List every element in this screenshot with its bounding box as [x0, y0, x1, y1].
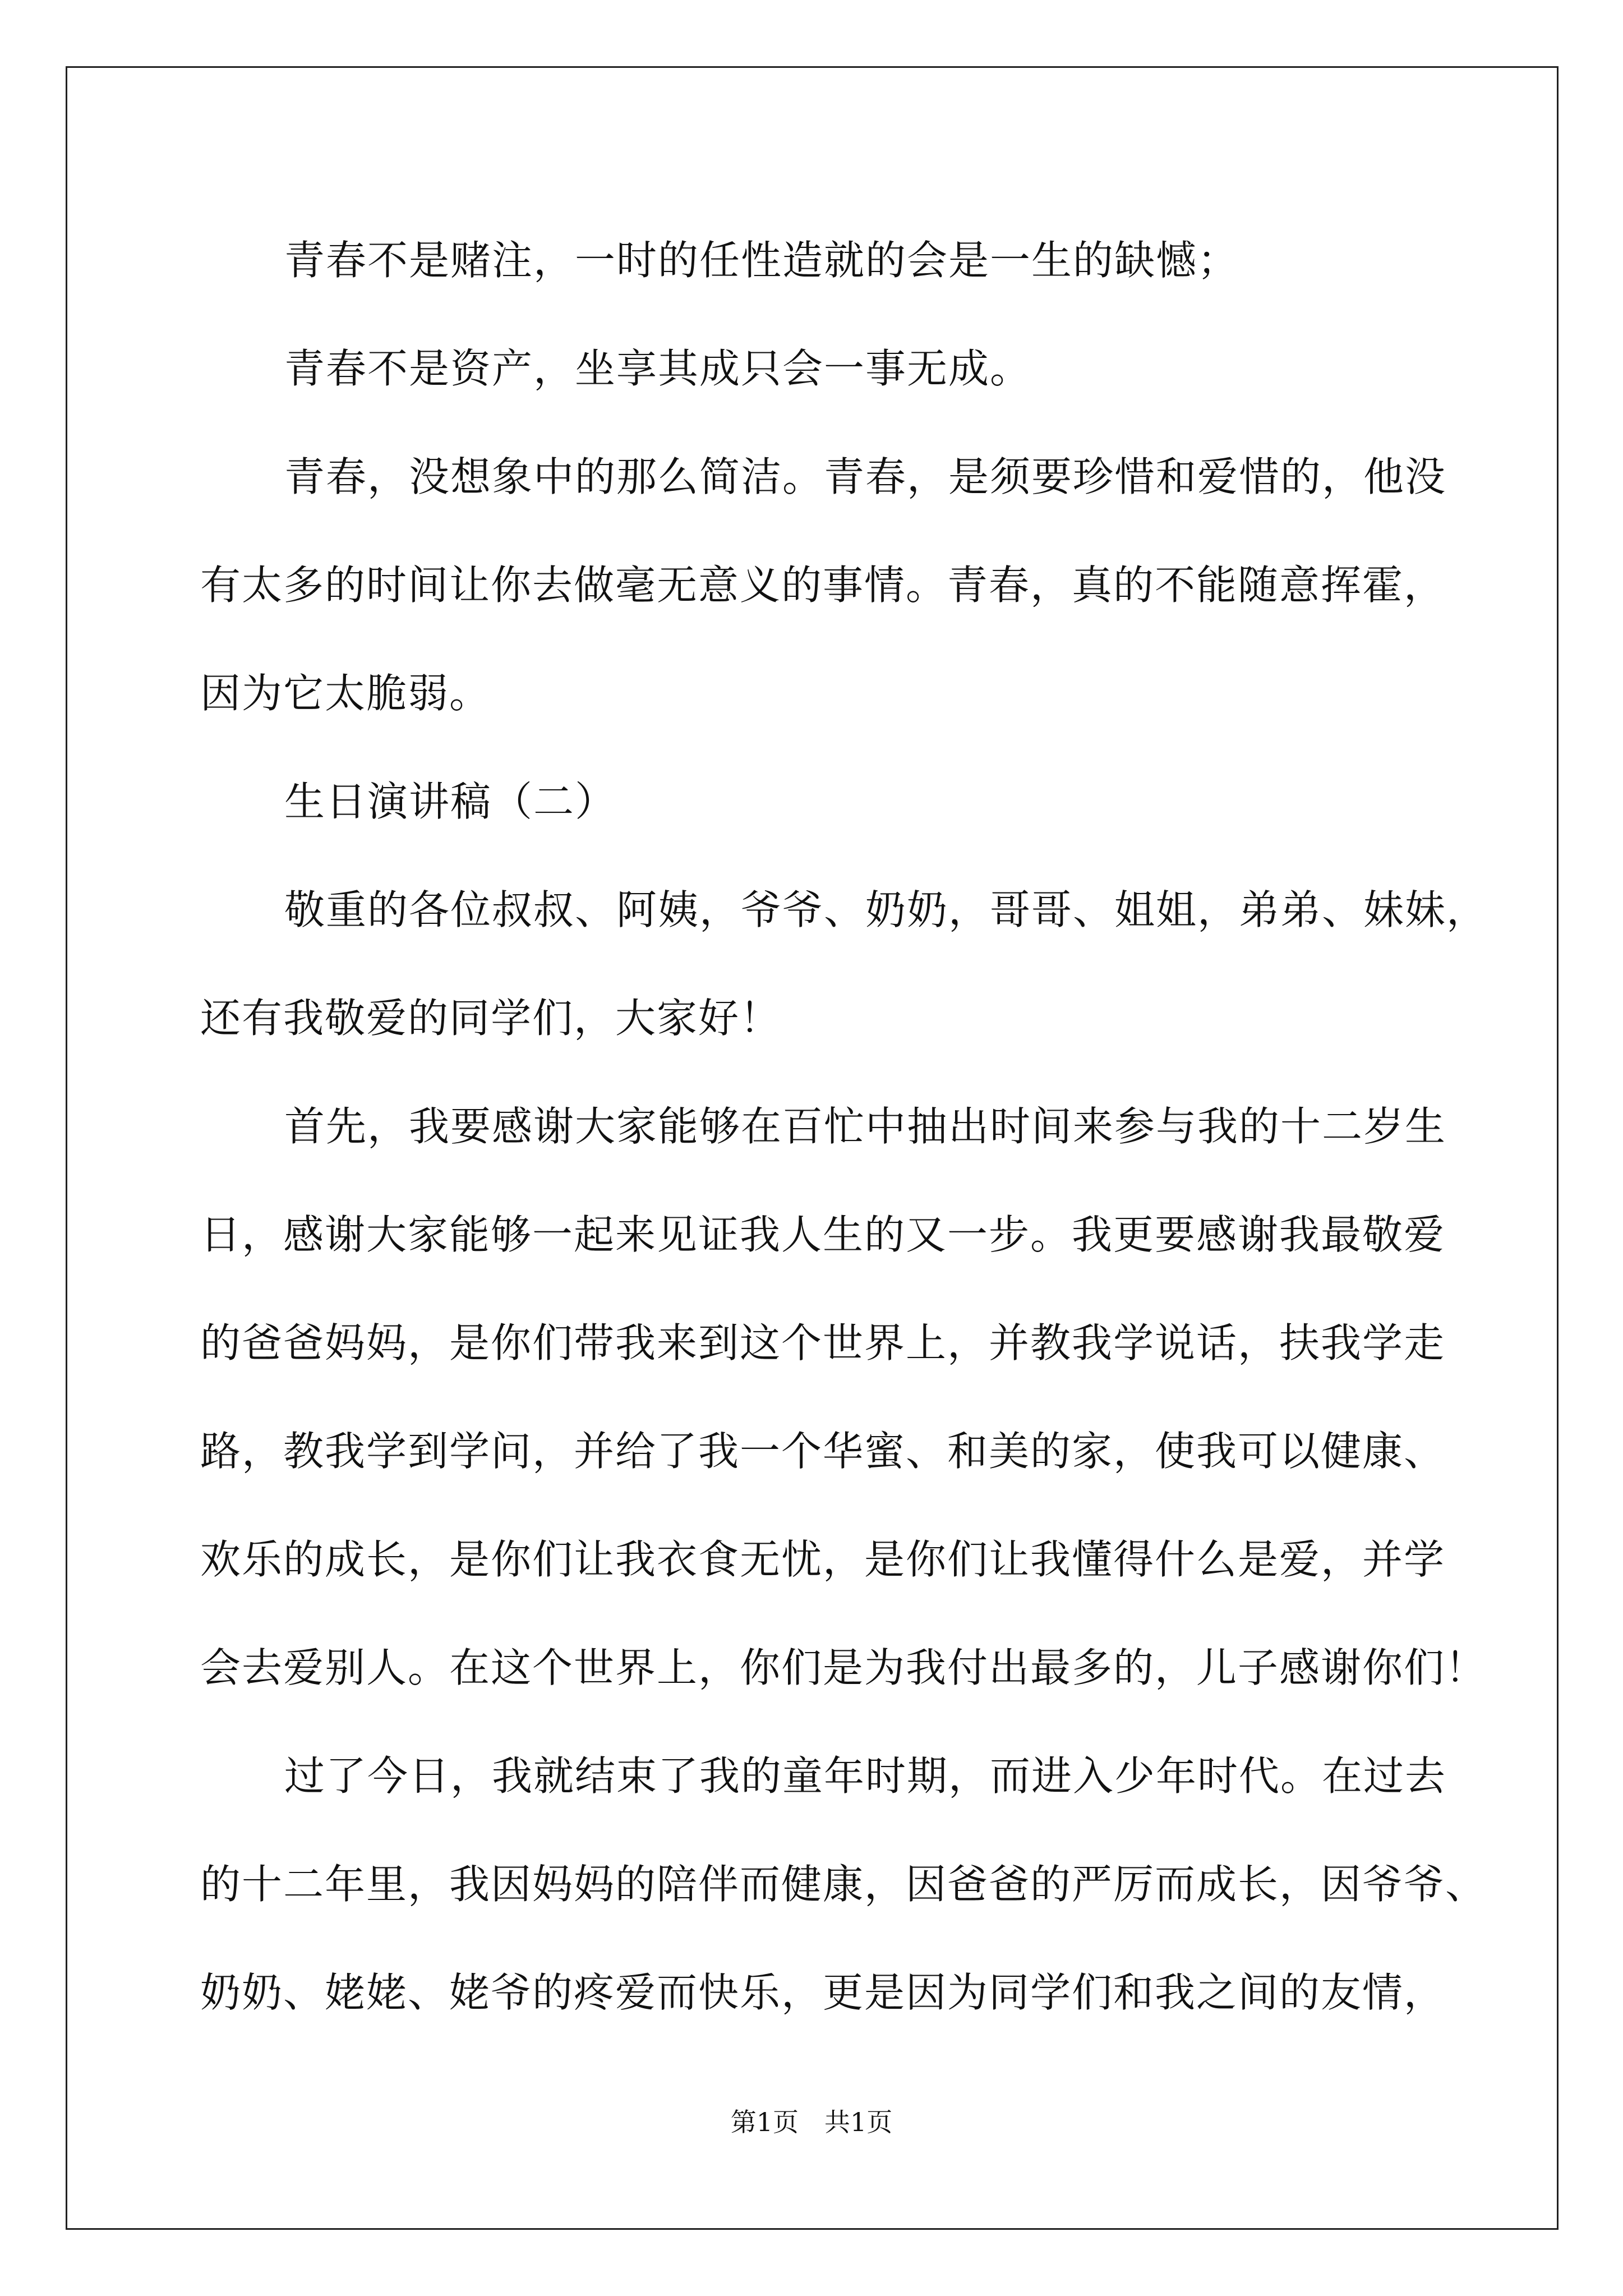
text-line: 的十二年里，我因妈妈的陪伴而健康，因爸爸的严厉而成长，因爷爷、: [200, 1861, 1487, 1908]
page-total: 共1页: [824, 2107, 893, 2137]
page-footer: [0, 2105, 1623, 2139]
text-line: 因为它太脆弱。: [200, 670, 491, 717]
text-line: 路，教我学到学问，并给了我一个华蜜、和美的家，使我可以健康、: [200, 1428, 1446, 1475]
text-line: 青春不是赌注，一时的任性造就的会是一生的缺憾；: [284, 237, 1239, 284]
text-line: 有太多的时间让你去做毫无意义的事情。青春，真的不能随意挥霍，: [200, 562, 1446, 609]
text-line: 首先，我要感谢大家能够在百忙中抽出时间来参与我的十二岁生: [284, 1103, 1447, 1150]
page-number: 第1页: [730, 2107, 799, 2137]
text-line: 欢乐的成长，是你们让我衣食无忧，是你们让我懂得什么是爱，并学: [200, 1536, 1446, 1583]
section-heading: 生日演讲稿（二）: [284, 778, 617, 825]
text-line: 敬重的各位叔叔、阿姨，爷爷、奶奶，哥哥、姐姐，弟弟、妹妹，: [284, 886, 1488, 933]
text-line: 青春不是资产，坐享其成只会一事无成。: [284, 345, 1032, 392]
text-line: 奶奶、姥姥、姥爷的疼爱而快乐，更是因为同学们和我之间的友情，: [200, 1969, 1446, 2016]
text-line: 的爸爸妈妈，是你们带我来到这个世界上，并教我学说话，扶我学走: [200, 1319, 1446, 1366]
document-body: [200, 206, 1488, 2047]
text-line: 日，感谢大家能够一起来见证我人生的又一步。我更要感谢我最敬爱: [200, 1211, 1446, 1258]
text-line: 还有我敬爱的同学们，大家好！: [200, 995, 782, 1042]
text-line: 过了今日，我就结束了我的童年时期，而进入少年时代。在过去: [284, 1752, 1447, 1800]
text-line: 会去爱别人。在这个世界上，你们是为我付出最多的，儿子感谢你们！: [200, 1644, 1487, 1691]
text-line: 青春，没想象中的那么简洁。青春，是须要珍惜和爱惜的，他没: [284, 453, 1447, 500]
